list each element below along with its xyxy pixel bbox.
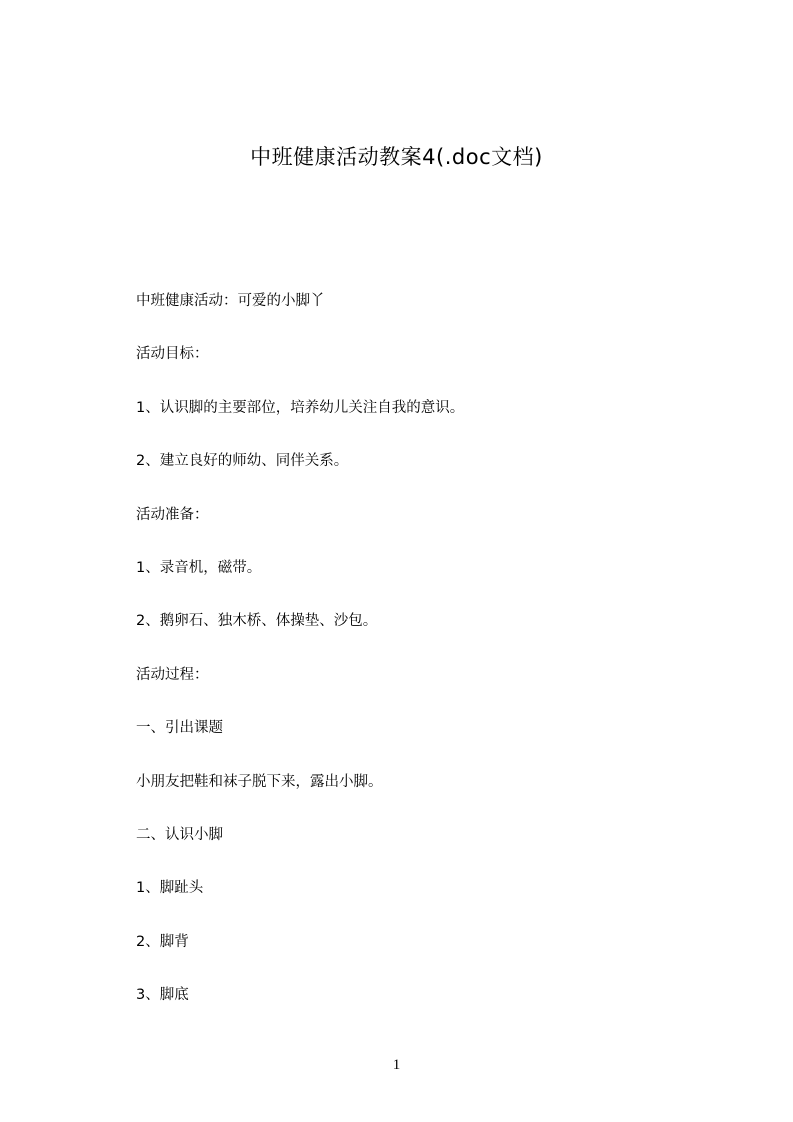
preparation-item-2: 2、鹅卵石、独木桥、体操垫、沙包。 bbox=[136, 613, 378, 630]
page-number: 1 bbox=[392, 1057, 401, 1073]
goal-item-2: 2、建立良好的师幼、同伴关系。 bbox=[136, 453, 349, 470]
document-title: 中班健康活动教案4(.doc文档) bbox=[250, 145, 543, 169]
foot-part-item-1: 1、脚趾头 bbox=[136, 880, 204, 897]
foot-part-item-2: 2、脚背 bbox=[136, 933, 189, 950]
heading-activity-preparation: 活动准备： bbox=[136, 506, 209, 523]
heading-activity-goals: 活动目标： bbox=[136, 346, 209, 363]
preparation-item-1: 1、录音机，磁带。 bbox=[136, 559, 262, 576]
process-step-1-heading: 一、引出课题 bbox=[136, 720, 223, 737]
heading-activity-name: 中班健康活动：可爱的小脚丫 bbox=[136, 293, 325, 309]
process-step-1-text: 小朋友把鞋和袜子脱下来，露出小脚。 bbox=[136, 773, 383, 790]
process-step-2-heading: 二、认识小脚 bbox=[136, 826, 223, 843]
document-body bbox=[136, 289, 736, 1036]
heading-activity-process: 活动过程： bbox=[136, 666, 209, 683]
goal-item-1: 1、认识脚的主要部位，培养幼儿关注自我的意识。 bbox=[136, 399, 465, 416]
foot-part-item-3: 3、脚底 bbox=[136, 987, 189, 1004]
